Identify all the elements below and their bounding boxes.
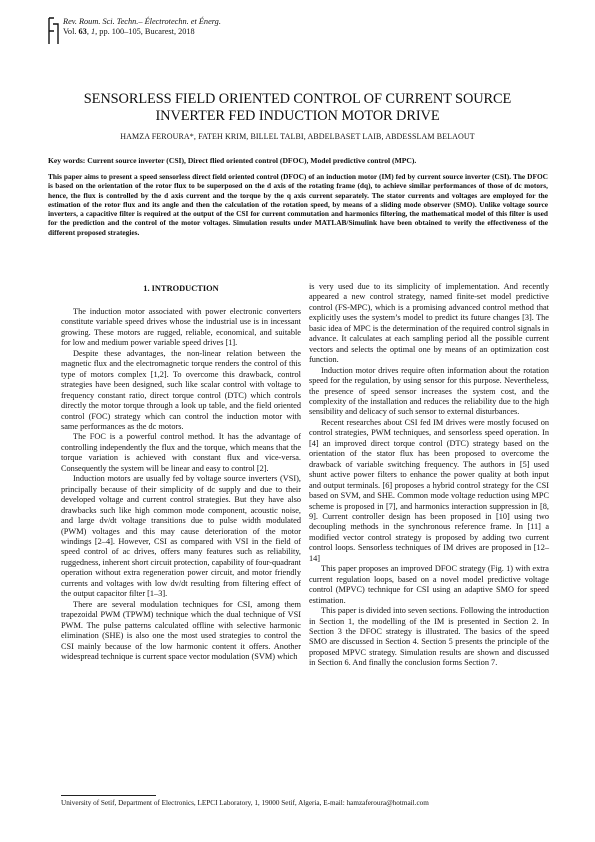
author-list: HAMZA FEROURA*, FATEH KRIM, BILLEL TALBI, ABDELBASET LAIB, ABDESSLAM BELAOUT: [120, 132, 475, 141]
paragraph: This paper proposes an improved DFOC strategy (Fig. 1) with extra current regulation loops, based on a novel model predictive voltage control (MPVC) technique for CSI using an adaptive SMO for speed estimation.: [309, 564, 549, 605]
left-column: [61, 307, 301, 662]
paragraph-continued: is very used due to its simplicity of implementation. And recently appeared a new control strategy, named finite-set model predictive control (FS-MPC), which is a promising advanced control method that explicitly uses the system’s model to predict its future changes [3]. The basic idea of MPC is the determination of the required control signals in advance. It calculates at each sampling period all the possible current vectors and selects the optimal one by means of an optimization cost function.: [309, 282, 549, 365]
paragraph: Recent researches about CSI fed IM drives were mostly focused on control strategies, PWM techniques, and sensorless speed operation. In [4] an improved direct torque control (DTC) strategy based on the orientation of the stator flux has been proposed to overcome the drawback of variable switching frequency. The authors in [5] used shunt active power filters to enhance the power quality at both input and output terminals. [6] proposes a hybrid control strategy for the CSI based on SVM, and SHE. Common mode voltage reduction using MPC scheme is proposed in [7], and harmonics interaction suppression in [8, 9]. Current controller design has been proposed in [10] using two decoupling methods in the synchronous reference frame. In [11] a modified vector control strategy is proposed by adding two current control loops. Sensorless techniques of IM drives are proposed in [12–14]: [309, 417, 549, 563]
volume-number: 63: [78, 27, 87, 36]
title-line-2: INVERTER FED INDUCTION MOTOR DRIVE: [155, 108, 440, 124]
right-column: [309, 282, 549, 669]
journal-header: [48, 14, 548, 50]
paragraph: Induction motors are usually fed by voltage source inverters (VSI), principally because of their simplicity of dc supply and due to their developed voltage and current control strategies. But they have also drawbacks such like high common mode component, acoustic noise, and large dv/dt voltage transitions due to pulse width modulated (PWM) voltages and this may cause deterioration of the motor windings [2–4]. However, CSI as compared with VSI in the field of speed control of ac drives, offers many features such as reliability, ruggedness, inherent short circuit protection, capability of four-quadrant operation without extra regeneration power circuit, and motor friendly currents and voltages with low dv/dt resulting from filtering effect of the output capacitor filter [1–3].: [61, 474, 301, 599]
footnote-rule: [61, 795, 156, 796]
journal-issue-line: Vol. 63, 1, pp. 100–105, Bucarest, 2018: [63, 27, 195, 36]
affiliation-footnote: University of Setif, Department of Electronics, LEPCI Laboratory, 1, 19000 Setif, Algeria, E-mail: hamzaferoura@hotmail.com: [61, 799, 429, 807]
paragraph: There are several modulation techniques for CSI, among them trapezoidal PWM (TPWM) technique which the dual technique of VSI PWM. The pulse patterns calculated offline with selective harmonic elimination (SHE) is also one the most used strategies to control the CSI mainly because of the low harmonic content it offers. Another widespread technique is current space vector modulation (SVM) which: [61, 599, 301, 661]
section-heading-introduction: 1. INTRODUCTION: [143, 284, 219, 293]
paragraph: The induction motor associated with power electronic converters constitute variable speed drives whose the industrial use is in incessant growing. These motors are rugged, reliable, economical, and suitable for low and medium power variable speed drives [1].: [61, 307, 301, 348]
paragraph: This paper is divided into seven sections. Following the introduction in Section 1, the modelling of the IM is presented in Section 2. In Section 3 the DFOC strategy is illustrated. The basics of the speed SMO are discussed in Section 4. Section 5 presents the principle of the proposed MPVC strategy. Simulation results are shown and discussed in Section 6. And finally the conclusion forms Section 7.: [309, 606, 549, 668]
paragraph: Despite these advantages, the non-linear relation between the magnetic flux and the electromagnetic torque renders the control of this type of motors complex [1,2]. To overcome this drawback, control strategies have been designed, such like scalar control with voltage to frequency constant ratio, direct torque control (DTC) which controls directly the motor torque through a look up table, and the field oriented control (FOC) strategy which can control the induction motor with same performances as the dc motors.: [61, 348, 301, 431]
journal-logo-icon: [48, 16, 59, 46]
paragraph: Induction motor drives require often information about the rotation speed for the regulation, by using sensor for this purpose. Nevertheless, the presence of speed sensor increases the system cost, and the complexity of the installation and reduces the reliability due to the high sensibility and delicacy of such sensor to external disturbances.: [309, 365, 549, 417]
journal-name: Rev. Roum. Sci. Techn.– Électrotechn. et Énerg.: [63, 17, 221, 26]
paper-title: [40, 91, 555, 125]
abstract: This paper aims to present a speed sensorless direct field oriented control (DFOC) of an induction motor (IM) fed by current source inverter (CSI). The DFOC is based on the orientation of the rotor flux to be superposed on the d axis of the rotating frame (dq), to achieve similar performances of those of dc motors, hence, the flux is controlled by the d axis current and the torque by the q axis current separately. The stator currents and voltages are employed for the estimation of the rotor flux and its angle and then the calculation of the rotation speed, by means of a sliding mode observer (SMO). Unlike voltage source inverters, a capacitive filter is required at the output of the CSI for current commutation and harmonics filtering, the mathematical model of this filter is used for the prediction and the control of the motor voltages. Simulation results under MATLAB/Simulink have been obtained to verify the effectiveness of the different proposed strategies.: [48, 172, 548, 237]
keywords: Key words: Current source inverter (CSI), Direct flied oriented control (DFOC), Model predictive control (MPC).: [48, 156, 417, 165]
issue-number: 1: [90, 27, 96, 36]
paragraph: The FOC is a powerful control method. It has the advantage of controlling independently the flux and the torque, which means that the torque variation is achieved with constant flux and vice-versa. Consequently the system will be linear and easy to control [2].: [61, 432, 301, 473]
title-line-1: SENSORLESS FIELD ORIENTED CONTROL OF CURRENT SOURCE: [83, 91, 512, 107]
